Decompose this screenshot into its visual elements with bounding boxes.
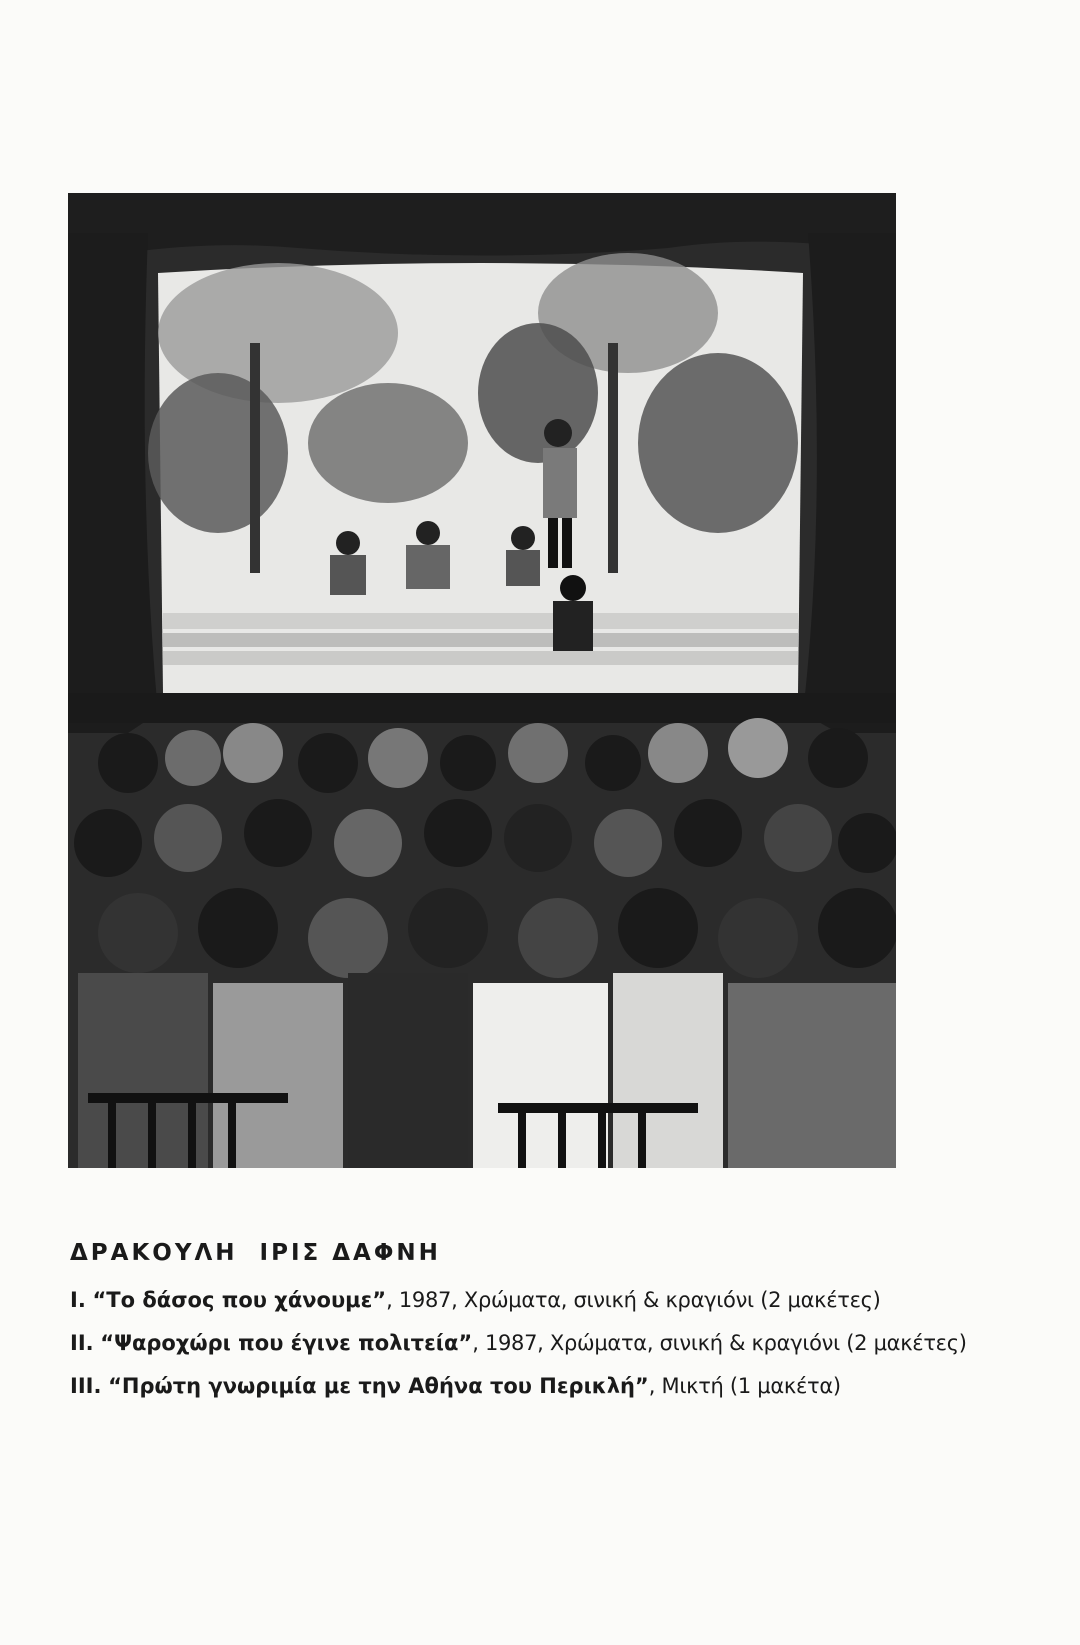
work-details: , Μικτή (1 μακέτα) xyxy=(648,1374,841,1399)
curtain-left xyxy=(68,233,158,733)
work-title: “Ψαροχώρι που έγινε πολιτεία” xyxy=(100,1331,473,1356)
work-number: II. xyxy=(70,1331,94,1356)
work-title: “Το δάσος που χάνουμε” xyxy=(92,1288,387,1312)
caption xyxy=(70,1240,1050,1418)
work-title: “Πρώτη γνωριμία με την Αθήνα του Περικλή” xyxy=(108,1374,649,1399)
work-item xyxy=(70,1331,1050,1356)
theater-illustration xyxy=(68,193,896,1168)
curtain-right xyxy=(803,233,896,733)
work-number: I. xyxy=(70,1288,86,1312)
work-item xyxy=(70,1374,1050,1399)
work-details: , 1987, Χρώματα, σινική & κραγιόνι (2 μακέτες) xyxy=(386,1288,881,1312)
work-details: , 1987, Χρώματα, σινική & κραγιόνι (2 μακέτες) xyxy=(472,1331,967,1356)
illustration-drawing xyxy=(68,193,896,1168)
work-number: III. xyxy=(70,1374,102,1399)
artist-name: ΔΡΑΚΟΥΛΗ ΙΡΙΣ ΔΑΦΝΗ xyxy=(70,1240,441,1266)
work-item xyxy=(70,1288,1050,1313)
